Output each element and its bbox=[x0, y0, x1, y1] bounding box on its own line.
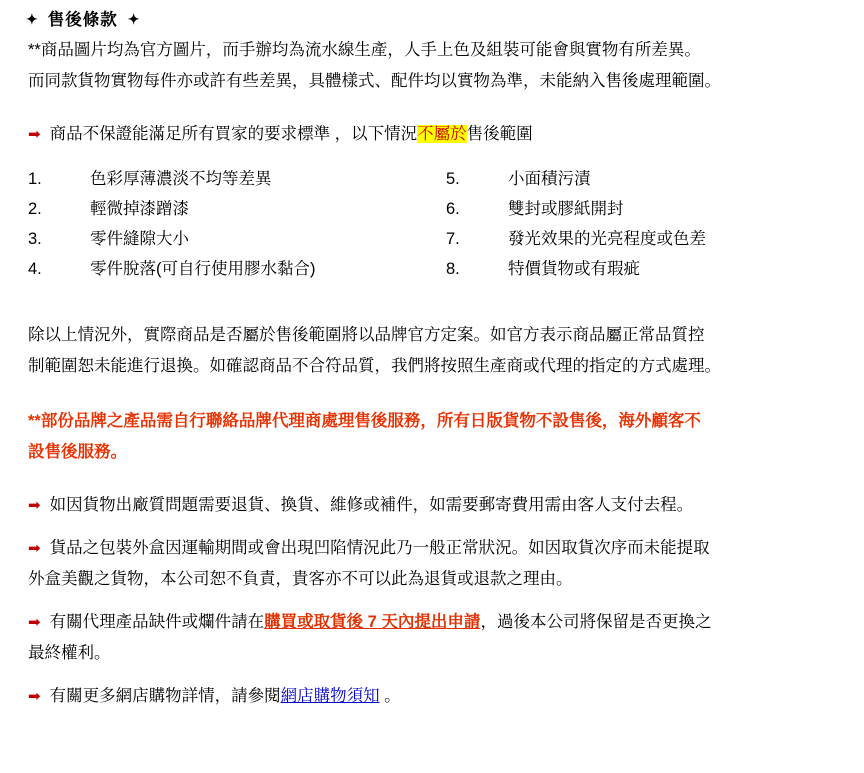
arrow-icon: ➡ bbox=[28, 540, 41, 557]
note-shipping bbox=[0, 490, 864, 521]
diamond-icon-left: ✦ bbox=[26, 11, 38, 27]
arrow-icon: ➡ bbox=[28, 497, 41, 514]
list-item-number: 5. bbox=[446, 170, 460, 188]
arrow-icon: ➡ bbox=[28, 126, 41, 143]
note-agent bbox=[0, 607, 864, 669]
list-item-number: 2. bbox=[28, 200, 42, 218]
document-title bbox=[0, 0, 864, 33]
list-item bbox=[446, 254, 864, 284]
scope-line bbox=[0, 119, 864, 150]
note-shop-after: 。 bbox=[379, 687, 401, 705]
note-packaging bbox=[0, 533, 864, 595]
list-item-number: 1. bbox=[28, 170, 42, 188]
note-packaging-text-2: 外盒美觀之貨物，本公司恕不負責，貴客亦不可以此為退貨或退款之理由。 bbox=[28, 570, 573, 588]
list-item bbox=[446, 194, 864, 224]
list-item bbox=[28, 254, 446, 284]
list-item bbox=[28, 224, 446, 254]
warning-paragraph bbox=[0, 406, 864, 468]
policy-paragraph bbox=[0, 320, 864, 382]
list-item-label: 零件縫隙大小 bbox=[90, 230, 189, 248]
arrow-icon: ➡ bbox=[28, 614, 41, 631]
intro-paragraph bbox=[0, 35, 864, 97]
list-item-label: 小面積污漬 bbox=[508, 170, 591, 188]
list-item-label: 零件脫落(可自行使用膠水黏合) bbox=[90, 260, 316, 278]
exclusions-column-right bbox=[446, 164, 864, 284]
list-item-label: 發光效果的光亮程度或色差 bbox=[508, 230, 706, 248]
list-item-number: 3. bbox=[28, 230, 42, 248]
arrow-icon: ➡ bbox=[28, 688, 41, 705]
scope-line-after: 售後範圍 bbox=[466, 125, 533, 143]
list-item-label: 雙封或膠紙開封 bbox=[508, 200, 624, 218]
warning-line-1: **部份品牌之產品需自行聯絡品牌代理商處理售後服務，所有日版貨物不設售後，海外顧客不 bbox=[28, 412, 701, 430]
list-item-label: 輕微掉漆蹭漆 bbox=[90, 200, 189, 218]
note-agent-emphasis: 購買或取貨後 7 天內提出申請 bbox=[264, 613, 481, 631]
list-item bbox=[28, 164, 446, 194]
policy-line-1: 除以上情況外，實際商品是否屬於售後範圍將以品牌官方定案。如官方表示商品屬正常品質控 bbox=[28, 326, 705, 344]
scope-highlight: 不屬於 bbox=[417, 125, 467, 143]
list-item-number: 4. bbox=[28, 260, 42, 278]
policy-line-2: 制範圍恕未能進行退換。如確認商品不合符品質，我們將按照生產商或代理的指定的方式處理。 bbox=[28, 357, 721, 375]
list-item-number: 8. bbox=[446, 260, 460, 278]
list-item-label: 特價貨物或有瑕疵 bbox=[508, 260, 640, 278]
exclusions-column-left bbox=[28, 164, 446, 284]
warning-line-2: 設售後服務。 bbox=[28, 443, 127, 461]
note-agent-line-2: 最終權利。 bbox=[28, 644, 111, 662]
intro-line-1: **商品圖片均為官方圖片，而手辦均為流水線生產，人手上色及組裝可能會與實物有所差異。 bbox=[28, 41, 701, 59]
page-title: 售後條款 bbox=[47, 11, 118, 29]
note-agent-before: 有關代理產品缺件或爛件請在 bbox=[49, 613, 265, 631]
list-item-label: 色彩厚薄濃淡不均等差異 bbox=[90, 170, 272, 188]
exclusions-list bbox=[0, 164, 864, 284]
note-packaging-text-1: 貨品之包裝外盒因運輸期間或會出現凹陷情況此乃一般正常狀況。如因取貨次序而未能提取 bbox=[49, 539, 710, 557]
list-item bbox=[446, 224, 864, 254]
note-shop-before: 有關更多網店購物詳情，請參閱 bbox=[49, 687, 281, 705]
diamond-icon-right: ✦ bbox=[127, 11, 140, 27]
note-agent-after: ，過後本公司將保留是否更換之 bbox=[480, 613, 712, 631]
list-item bbox=[28, 194, 446, 224]
note-shop-info bbox=[0, 681, 864, 712]
note-packaging-line-1 bbox=[0, 533, 864, 564]
scope-line-before: 商品不保證能滿足所有買家的要求標準 ，以下情況 bbox=[49, 125, 418, 143]
note-shipping-text: 如因貨物出廠質問題需要退貨、換貨、維修或補件，如需要郵寄費用需由客人支付去程。 bbox=[49, 496, 694, 514]
list-item-number: 6. bbox=[446, 200, 460, 218]
intro-line-2: 而同款貨物實物每件亦或許有些差異，具體樣式、配件均以實物為準，未能納入售後處理範圍。 bbox=[28, 72, 721, 90]
list-item bbox=[446, 164, 864, 194]
note-agent-line-1 bbox=[0, 607, 864, 638]
shop-guide-link[interactable]: 網店購物須知 bbox=[280, 687, 380, 705]
list-item-number: 7. bbox=[446, 230, 460, 248]
